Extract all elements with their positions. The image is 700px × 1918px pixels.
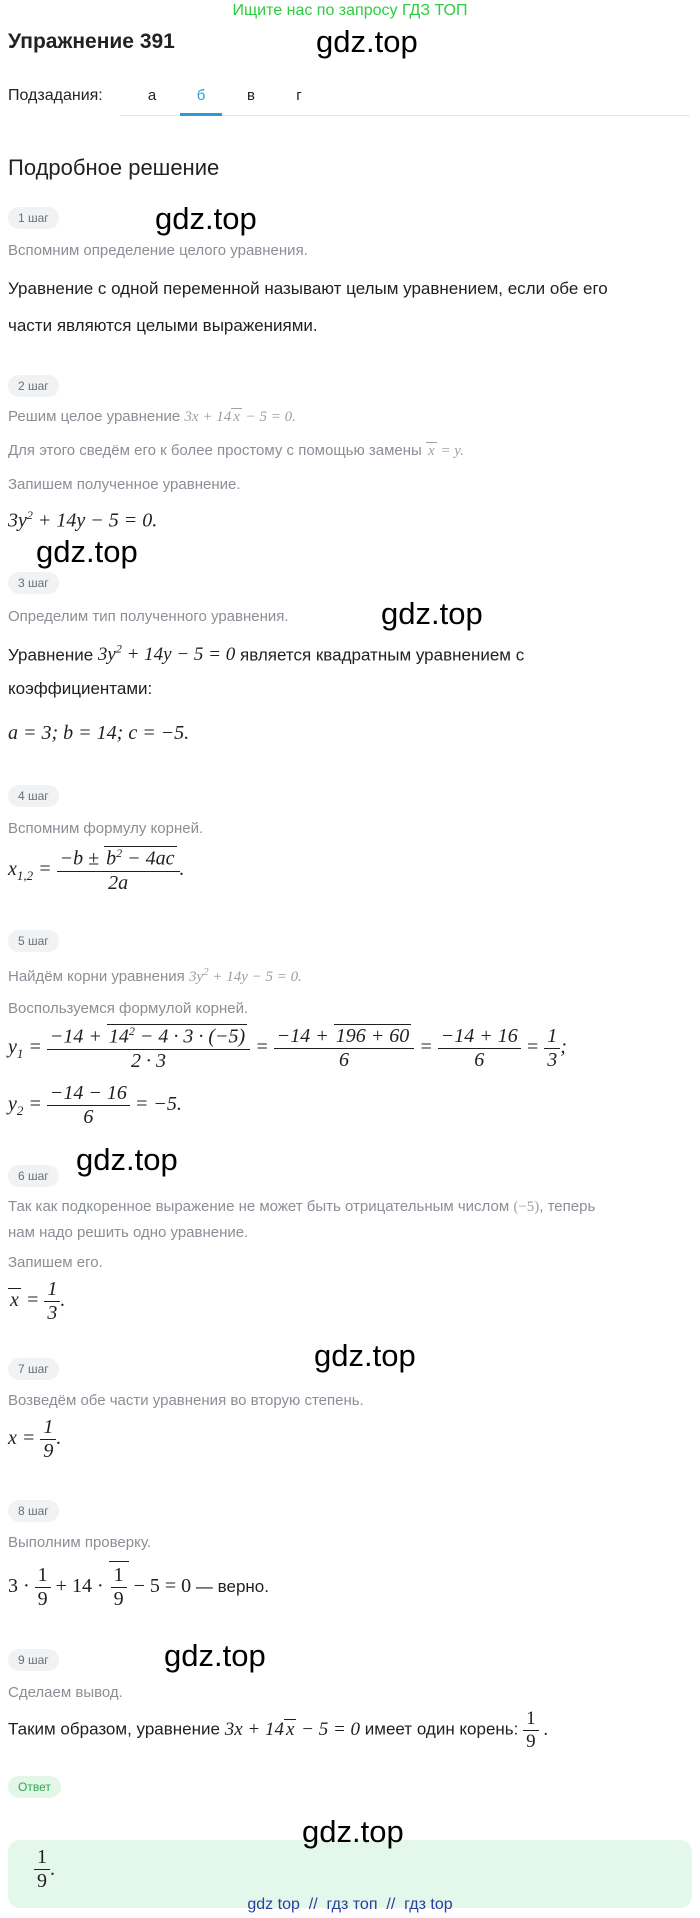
step-text-part: Таким образом, уравнение <box>8 1719 220 1739</box>
step-text-part: — верно. <box>195 1577 269 1597</box>
tab-v[interactable]: в <box>247 87 255 104</box>
watermark: gdz.top <box>36 534 138 569</box>
step-text: части являются целыми выражениями. <box>8 316 318 335</box>
answer-denominator: 9 <box>37 1870 47 1892</box>
step-text: коэффициентами: <box>8 679 153 698</box>
formula: (−5) <box>513 1199 540 1215</box>
formula: $3y^2 + 14y - 5 = 0$. <box>188 966 302 985</box>
watermark: gdz.top <box>164 1638 266 1673</box>
formula: $y_1$ = $\frac{-14 + 14^2 - 4 \cdot 3 \cdot (-5)}{2 \cdot 3}$ = $\frac{-14 + 196 + 60}{6}$ = $\frac{-14 + 16}{6}$ = $\frac{1}{3}$ ; <box>8 1024 567 1072</box>
tab-a[interactable]: а <box>147 87 157 104</box>
watermark: gdz.top <box>316 24 418 59</box>
step-text <box>8 966 302 986</box>
watermark: gdz.top <box>302 1814 404 1849</box>
formula: $\frac{1}{9}$ . <box>523 1719 548 1740</box>
step-text: Запишем полученное уравнение. <box>8 476 241 493</box>
step-text: Вспомним определение целого уравнения. <box>8 242 308 259</box>
step-text: Сделаем вывод. <box>8 1684 123 1701</box>
step-text: Уравнение с одной переменной называют целым уравнением, если обе его <box>8 279 608 298</box>
step-text <box>8 642 524 666</box>
formula: $x_{1,2}$ = $\frac{-b \pm b^2 - 4ac}{2a}$ . <box>8 846 185 894</box>
tab-b[interactable]: б <box>196 87 206 104</box>
step-text: Воспользуемся формулой корней. <box>8 1000 249 1017</box>
tab-g[interactable]: г <box>296 87 302 104</box>
formula: 3 · $\frac{1}{9}$ + 14 · $\frac{1}{9}$ − 5 = 0 — верно. <box>8 1561 269 1611</box>
step-text-part: Найдём корни уравнения <box>8 968 185 985</box>
step-text <box>8 1198 595 1216</box>
step-label: 5 шаг <box>8 930 59 952</box>
step-text-part: Для этого сведём его к более простому с помощью замены <box>8 442 422 459</box>
step-label: 2 шаг <box>8 375 59 397</box>
step-text: Определим тип полученного уравнения. <box>8 608 289 625</box>
watermark: gdz.top <box>381 596 483 631</box>
formula: 3x + 14 x − 5 = 0. <box>184 409 296 425</box>
subtasks-label: Подзадания: <box>8 87 103 104</box>
step-text-part: Уравнение <box>8 645 94 665</box>
formula: x = y. <box>428 443 464 459</box>
step-label: 6 шаг <box>8 1165 59 1187</box>
formula: a = 3; b = 14; c = −5. <box>8 722 190 744</box>
page-title: Упражнение 391 <box>8 30 175 53</box>
formula: $3y^2 + 14y - 5 = 0$. <box>8 508 158 532</box>
step-text <box>8 408 296 426</box>
watermark: gdz.top <box>76 1142 178 1177</box>
step-text: Вспомним формулу корней. <box>8 820 204 837</box>
formula: $3y^2 + 14y - 5 = 0$ <box>97 642 236 666</box>
answer-label: Ответ <box>8 1776 61 1798</box>
watermark: gdz.top <box>155 201 257 236</box>
active-tab-indicator <box>180 113 222 116</box>
answer-value: $\frac{1}{9}$ . <box>34 1846 55 1893</box>
step-text: Возведём обе части уравнения во вторую степень. <box>8 1392 364 1409</box>
step-text <box>8 1708 548 1753</box>
step-label: 8 шаг <box>8 1500 59 1522</box>
formula: $y_2$ = $\frac{-14 - 16}{6}$ = −5. <box>8 1082 182 1128</box>
step-text-part: , теперь <box>539 1198 596 1215</box>
formula: x = $\frac{1}{3}$ . <box>10 1278 66 1324</box>
search-banner[interactable]: Ищите нас по запросу ГДЗ ТОП <box>232 2 468 19</box>
step-text-part: является квадратным уравнением с <box>239 645 525 665</box>
formula: x = $\frac{1}{9}$ . <box>8 1416 62 1462</box>
step-text: Запишем его. <box>8 1254 103 1271</box>
step-text-part: Так как подкоренное выражение не может быть отрицательным числом <box>8 1198 510 1215</box>
formula: 3x + 14 x − 5 = 0 <box>224 1718 361 1740</box>
section-title: Подробное решение <box>8 155 220 180</box>
step-text-part: Решим целое уравнение <box>8 408 181 425</box>
step-text-part: имеет один корень: <box>364 1719 519 1739</box>
step-label: 4 шаг <box>8 785 59 807</box>
step-label: 3 шаг <box>8 572 59 594</box>
step-text: Выполним проверку. <box>8 1534 152 1551</box>
step-label: 9 шаг <box>8 1649 59 1671</box>
footer-links[interactable]: gdz top // гдз топ // гдз top <box>247 1896 453 1913</box>
answer-numerator: 1 <box>34 1846 50 1870</box>
step-label: 1 шаг <box>8 207 59 229</box>
step-text: нам надо решить одно уравнение. <box>8 1224 249 1241</box>
watermark: gdz.top <box>314 1338 416 1373</box>
step-label: 7 шаг <box>8 1358 59 1380</box>
step-text <box>8 442 464 460</box>
